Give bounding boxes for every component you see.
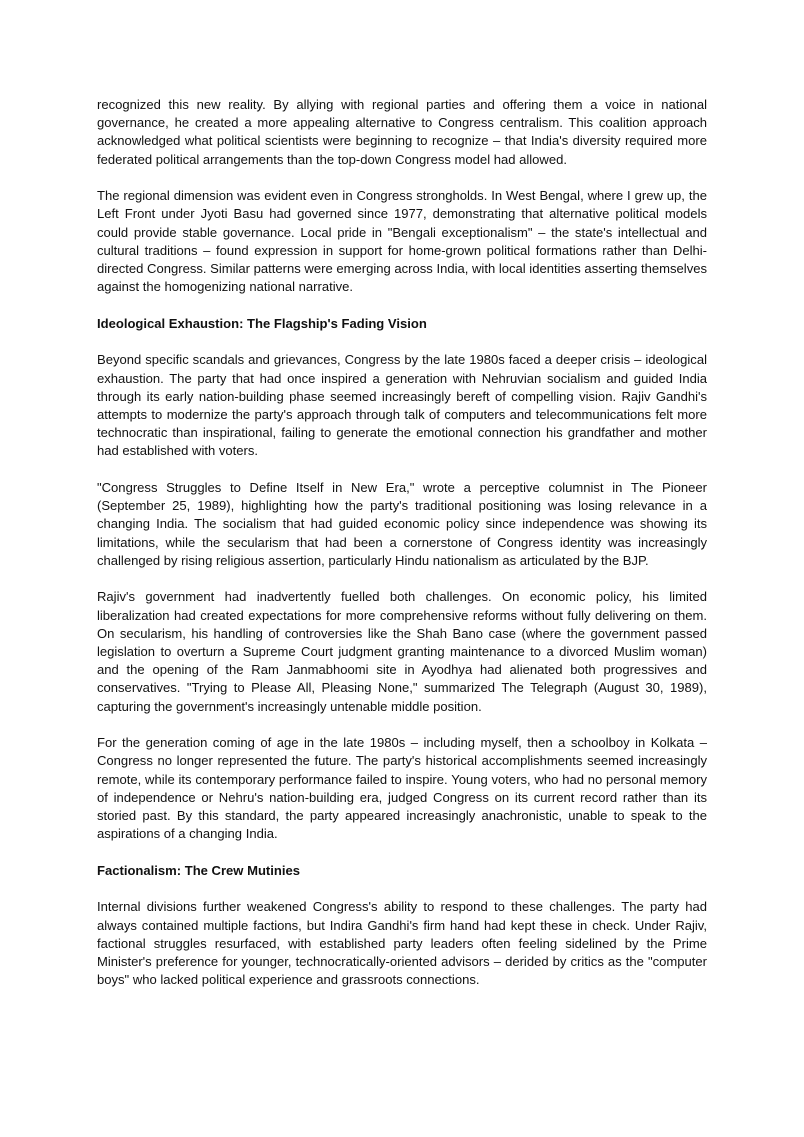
paragraph-generation: For the generation coming of age in the late 1980s – including myself, then a schoolboy in Kolkata – Congress no longer represented the future. The party's historical accomplishments seemed increasingly remote, while its contemporary performance failed to inspire. Young voters, who had no personal memory of independence or Nehru's nation-building era, judged Congress on its current record rather than its storied past. By this standard, the party appeared increasingly anachronistic, unable to speak to the aspirations of a changing India.	[97, 735, 707, 842]
paragraph-coalition-approach: recognized this new reality. By allying with regional parties and offering them a voice in national governance, he created a more appealing alternative to Congress centralism. This coalition approach acknowledged what political scientists were beginning to recognize – that India's diversity required more federated political arrangements than the top-down Congress model had allowed.	[97, 97, 707, 167]
document-page	[97, 96, 707, 1008]
paragraph-rajiv-government: Rajiv's government had inadvertently fuelled both challenges. On economic policy, his limited liberalization had created expectations for more comprehensive reforms without fully delivering on them. On secularism, his handling of controversies like the Shah Bano case (where the government passed legislation to overturn a Supreme Court judgment granting maintenance to a divorced Muslim woman) and the opening of the Ram Janmabhoomi site in Ayodhya had alienated both progressives and conservatives. "Trying to Please All, Pleasing None," summarized The Telegraph (August 30, 1989), capturing the government's increasingly untenable middle position.	[97, 589, 707, 714]
paragraph-pioneer-quote: "Congress Struggles to Define Itself in New Era," wrote a perceptive columnist in The Pioneer (September 25, 1989), highlighting how the party's traditional positioning was losing relevance in a changing India. The socialism that had guided economic policy since independence was showing its limitations, while the secularism that had been a cornerstone of Congress identity was increasingly challenged by rising religious assertion, particularly Hindu nationalism as articulated by the BJP.	[97, 480, 707, 568]
section-heading-ideological-exhaustion: Ideological Exhaustion: The Flagship's Fading Vision	[97, 315, 427, 331]
paragraph-internal-divisions: Internal divisions further weakened Congress's ability to respond to these challenges. The party had always contained multiple factions, but Indira Gandhi's firm hand had kept these in check. Under Rajiv, factional struggles resurfaced, with established party leaders often feeling sidelined by the Prime Minister's preference for younger, technocratically-oriented advisors – derided by critics as the "computer boys" who lacked political experience and grassroots connections.	[97, 899, 707, 988]
paragraph-ideological-crisis: Beyond specific scandals and grievances, Congress by the late 1980s faced a deeper crisis – ideological exhaustion. The party that had once inspired a generation with Nehruvian socialism and guided India through its early nation-building phase seemed increasingly bereft of compelling vision. Rajiv Gandhi's attempts to modernize the party's approach through talk of computers and telecommunications felt more technocratic than inspirational, failing to generate the emotional connection his grandfather and mother had established with voters.	[97, 352, 707, 459]
section-heading-factionalism: Factionalism: The Crew Mutinies	[97, 862, 300, 878]
paragraph-regional-dimension: The regional dimension was evident even in Congress strongholds. In West Bengal, where I grew up, the Left Front under Jyoti Basu had governed since 1977, demonstrating that alternative political models could provide stable governance. Local pride in "Bengali exceptionalism" – the state's intellectual and cultural traditions – found expression in support for home-grown political formations rather than Delhi-directed Congress. Similar patterns were emerging across India, with local identities asserting themselves against the homogenizing national narrative.	[97, 188, 707, 295]
